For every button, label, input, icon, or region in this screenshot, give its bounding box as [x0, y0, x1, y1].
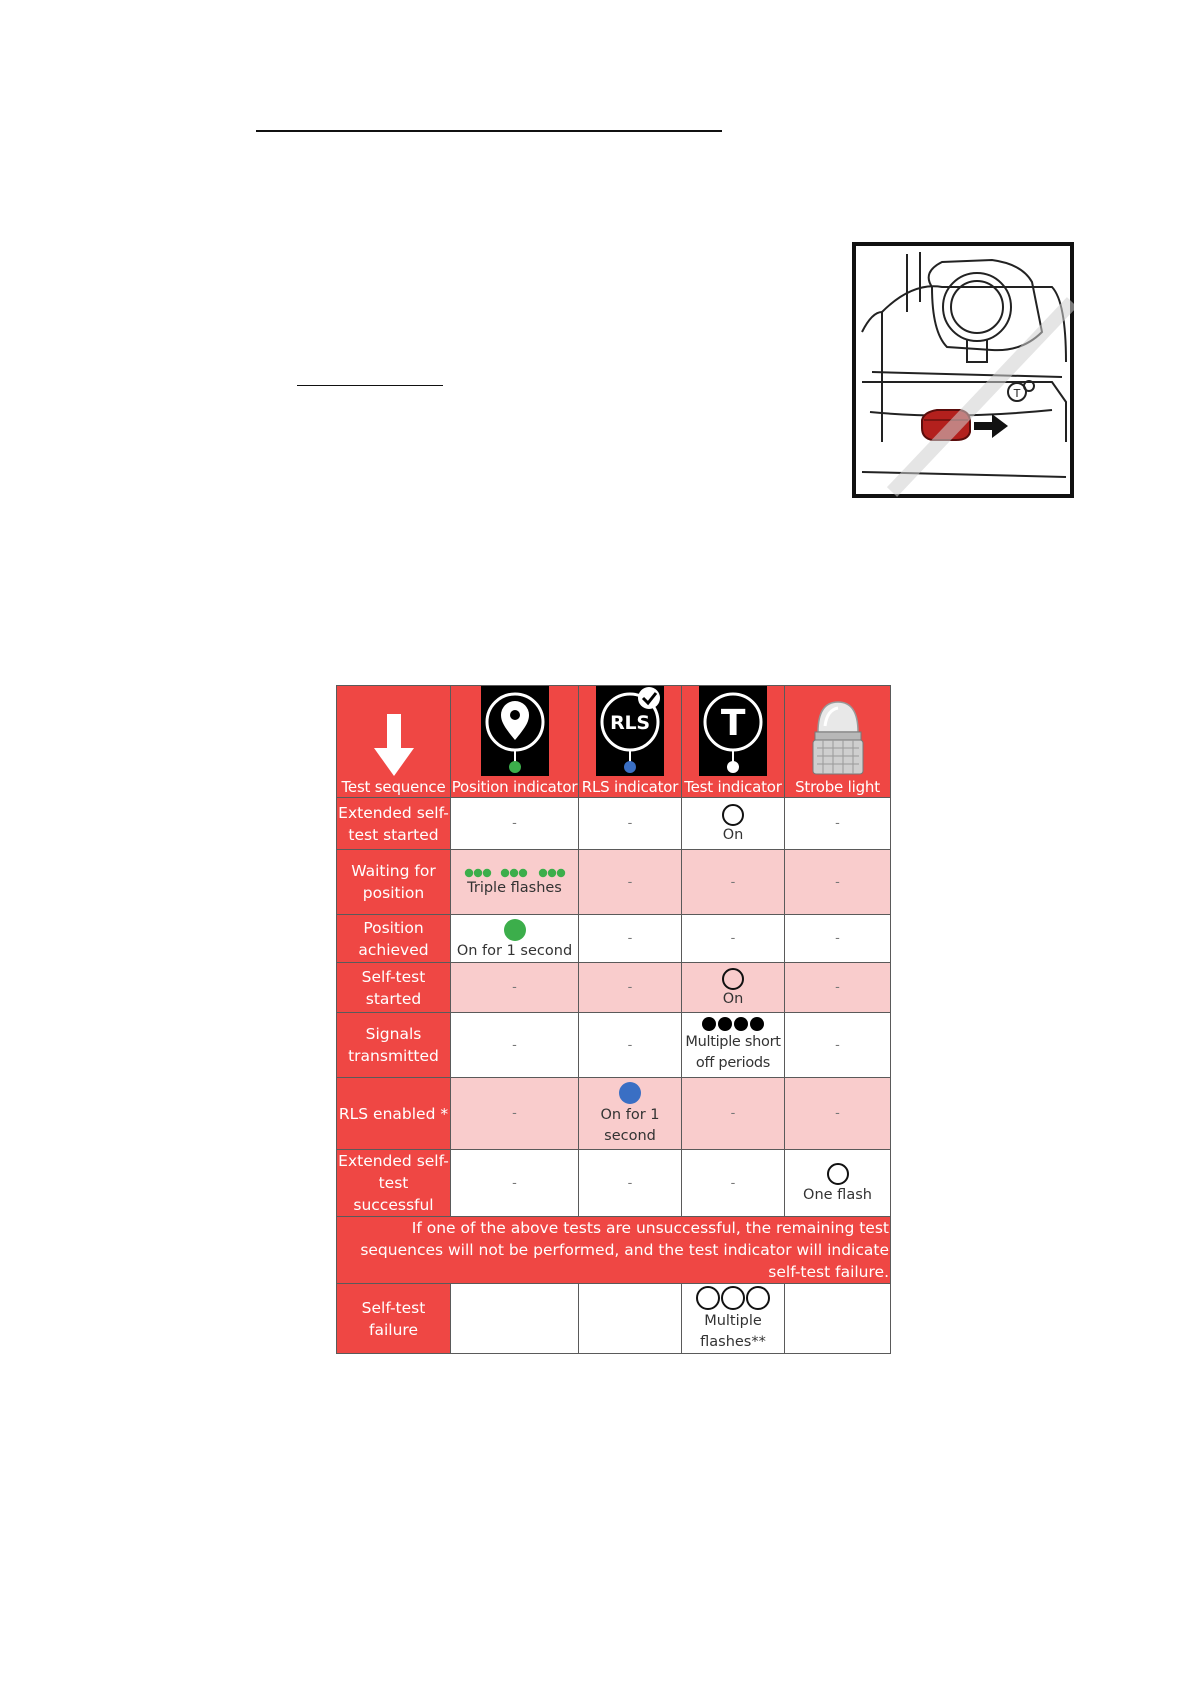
rls-icon [596, 686, 664, 776]
cell-dash: - [682, 850, 785, 915]
table-row [337, 1284, 891, 1354]
cell-empty [785, 1284, 891, 1354]
header-strobe-light: Strobe light [785, 686, 891, 798]
cell-dash: - [451, 798, 579, 850]
cell-dash: - [682, 1150, 785, 1217]
self-test-sequence-table [336, 685, 891, 1354]
cell-position-indicator: On for 1 second [451, 915, 579, 963]
row-label: Signals transmitted [337, 1013, 451, 1078]
green-circle-icon [503, 918, 527, 942]
cell-dash: - [451, 963, 579, 1013]
heading-underline [256, 130, 722, 132]
cell-dash: - [579, 850, 682, 915]
cell-dash: - [785, 1078, 891, 1150]
row-label: Extended self-test started [337, 798, 451, 850]
arrow-down-icon [374, 714, 414, 776]
header-row [337, 686, 891, 798]
open-circle-icon [721, 967, 745, 991]
cell-dash: - [451, 1150, 579, 1217]
cell-dash: - [785, 1013, 891, 1078]
open-circle-icon [826, 1162, 850, 1186]
table-row [337, 850, 891, 915]
row-label: Extended self-test successful [337, 1150, 451, 1217]
svg-text:T: T [1013, 387, 1021, 400]
header-position-indicator: Position indicator [451, 686, 579, 798]
cell-dash: - [451, 1013, 579, 1078]
blue-circle-icon [618, 1081, 642, 1105]
cell-dash: - [579, 915, 682, 963]
row-label: Self-test failure [337, 1284, 451, 1354]
cell-dash: - [682, 1078, 785, 1150]
cell-test-indicator: Multiple flashes** [682, 1284, 785, 1354]
cell-test-indicator: On [682, 963, 785, 1013]
cell-dash: - [785, 850, 891, 915]
rls-icon-text: RLS [610, 712, 650, 734]
green-triple-dots-icon [463, 867, 567, 879]
cell-empty [579, 1284, 682, 1354]
subheading-underline [297, 385, 443, 386]
header-test-sequence: Test sequence [337, 686, 451, 798]
cell-dash: - [579, 1013, 682, 1078]
header-rls-indicator: RLS RLS indicator [579, 686, 682, 798]
strobe-light-icon [805, 696, 871, 776]
table-row [337, 963, 891, 1013]
table-row [337, 1150, 891, 1217]
cell-dash: - [579, 798, 682, 850]
table-row [337, 1013, 891, 1078]
cell-dash: - [682, 915, 785, 963]
row-label: Position achieved [337, 915, 451, 963]
cell-test-indicator: Multiple short off periods [682, 1013, 785, 1078]
failure-note: If one of the above tests are unsuccessful, the remaining test sequences will not be performed, and the test indicator will indicate self-test failure. [337, 1217, 891, 1284]
cell-dash: - [451, 1078, 579, 1150]
table-row [337, 798, 891, 850]
open-circle-icon [721, 803, 745, 827]
table-note-row [337, 1217, 891, 1284]
test-icon-text: T [720, 703, 746, 744]
three-open-circles-icon [696, 1285, 770, 1311]
cell-empty [451, 1284, 579, 1354]
row-label: RLS enabled * [337, 1078, 451, 1150]
cell-test-indicator: On [682, 798, 785, 850]
cell-position-indicator: Triple flashes [451, 850, 579, 915]
location-pin-icon [481, 686, 549, 776]
header-test-indicator: T Test indicator [682, 686, 785, 798]
cell-dash: - [785, 915, 891, 963]
cell-dash: - [785, 798, 891, 850]
cell-dash: - [579, 963, 682, 1013]
black-four-dots-icon [701, 1016, 765, 1032]
test-button-illustration [852, 242, 1074, 498]
cell-rls-indicator: On for 1 second [579, 1078, 682, 1150]
table-row [337, 1078, 891, 1150]
row-label: Self-test started [337, 963, 451, 1013]
row-label: Waiting for position [337, 850, 451, 915]
cell-dash: - [579, 1150, 682, 1217]
test-t-icon [699, 686, 767, 776]
cell-dash: - [785, 963, 891, 1013]
cell-strobe-light: One flash [785, 1150, 891, 1217]
table-row [337, 915, 891, 963]
